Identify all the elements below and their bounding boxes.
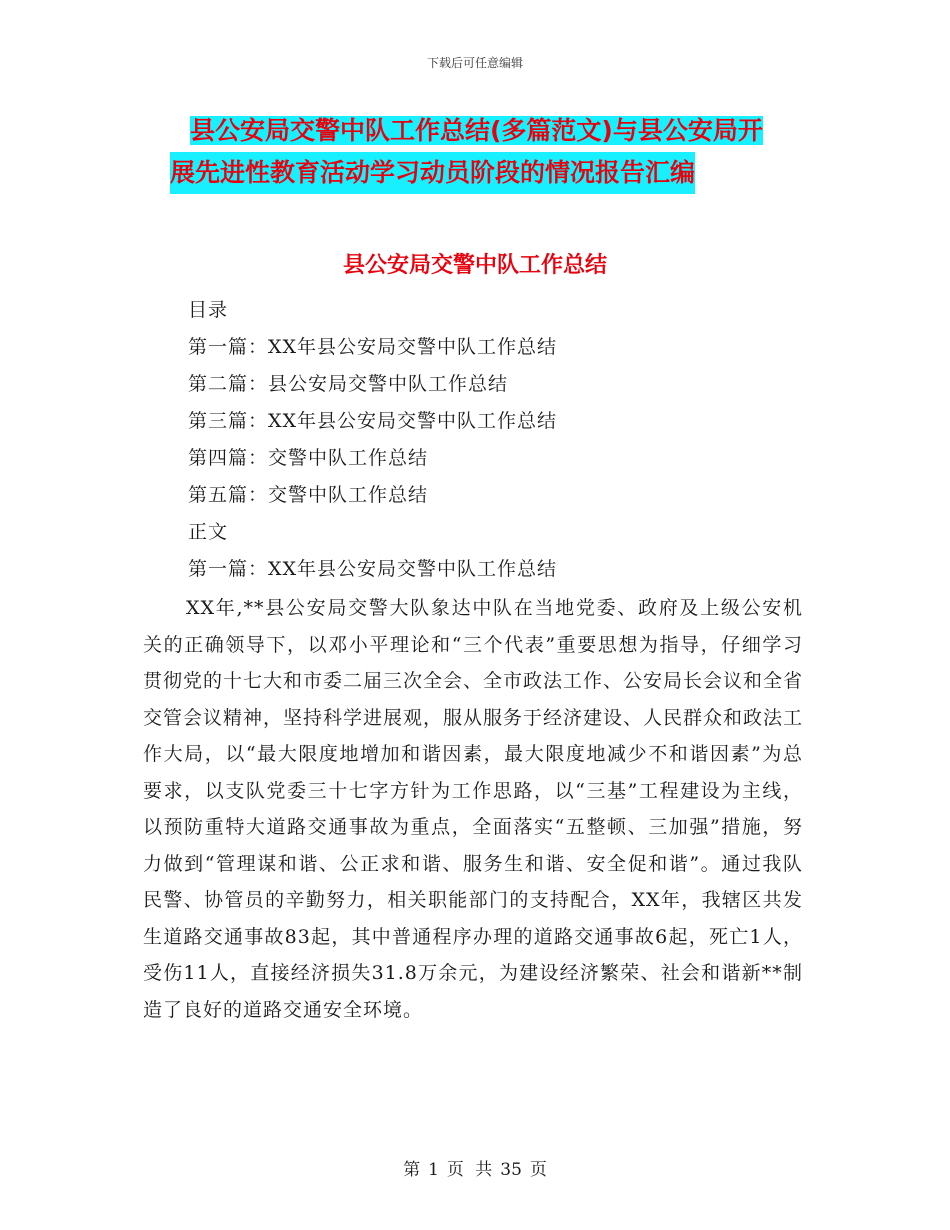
- page-header-note: 下载后可任意编辑: [426, 56, 523, 70]
- table-of-contents: [188, 292, 557, 588]
- toc-item: 第三篇：XX年县公安局交警中队工作总结: [188, 410, 558, 432]
- toc-item: 第二篇：县公安局交警中队工作总结: [188, 373, 509, 395]
- section-title: 县公安局交警中队工作总结: [342, 253, 607, 278]
- body-heading: 正文: [188, 521, 229, 543]
- page-footer: [0, 1155, 950, 1180]
- page-prefix: 第: [403, 1160, 421, 1180]
- first-article-heading: 第一篇：XX年县公安局交警中队工作总结: [188, 558, 558, 580]
- toc-item: 第四篇：交警中队工作总结: [188, 447, 429, 469]
- body-paragraph: XX年,**县公安局交警大队象达中队在当地党委、政府及上级公安机关的正确领导下，以邓小平理论和“三个代表”重要思想为指导，仔细学习贯彻党的十七大和市委二届三次全会、全市政法工作、公安局长会议和全省交管会议精神，坚持科学进展观，服从服务于经济建设、人民群众和政法工作大局，以“最大限度地增加和谐因素，最大限度地减少不和谐因素”为总要求，以支队党委三十七字方针为工作思路，以“三基”工程建设为主线，以预防重特大道路交通事故为重点，全面落实“五整顿、三加强”措施，努力做到“管理谋和谐、公正求和谐、服务生和谐、安全促和谐”。通过我队民警、协管员的辛勤努力，相关职能部门的支持配合，XX年，我辖区共发生道路交通事故83起，其中普通程序办理的道路交通事故6起，死亡1人，受伤11人，直接经济损失31.8万余元，为建设经济繁荣、社会和谐新**制造了良好的道路交通安全环境。: [143, 597, 804, 1021]
- page-mid: 页 共: [446, 1160, 493, 1180]
- document-title-line-2: 展先进性教育活动学习动员阶段的情况报告汇编: [170, 152, 695, 194]
- document-title: [170, 110, 830, 194]
- page-total: 35: [500, 1160, 522, 1180]
- page-number: 1: [428, 1160, 439, 1180]
- toc-heading: 目录: [188, 299, 229, 321]
- toc-item: 第五篇：交警中队工作总结: [188, 484, 429, 506]
- document-title-line-1: 县公安局交警中队工作总结(多篇范文)与县公安局开: [190, 116, 763, 145]
- toc-item: 第一篇：XX年县公安局交警中队工作总结: [188, 336, 558, 358]
- page-suffix: 页: [529, 1160, 547, 1180]
